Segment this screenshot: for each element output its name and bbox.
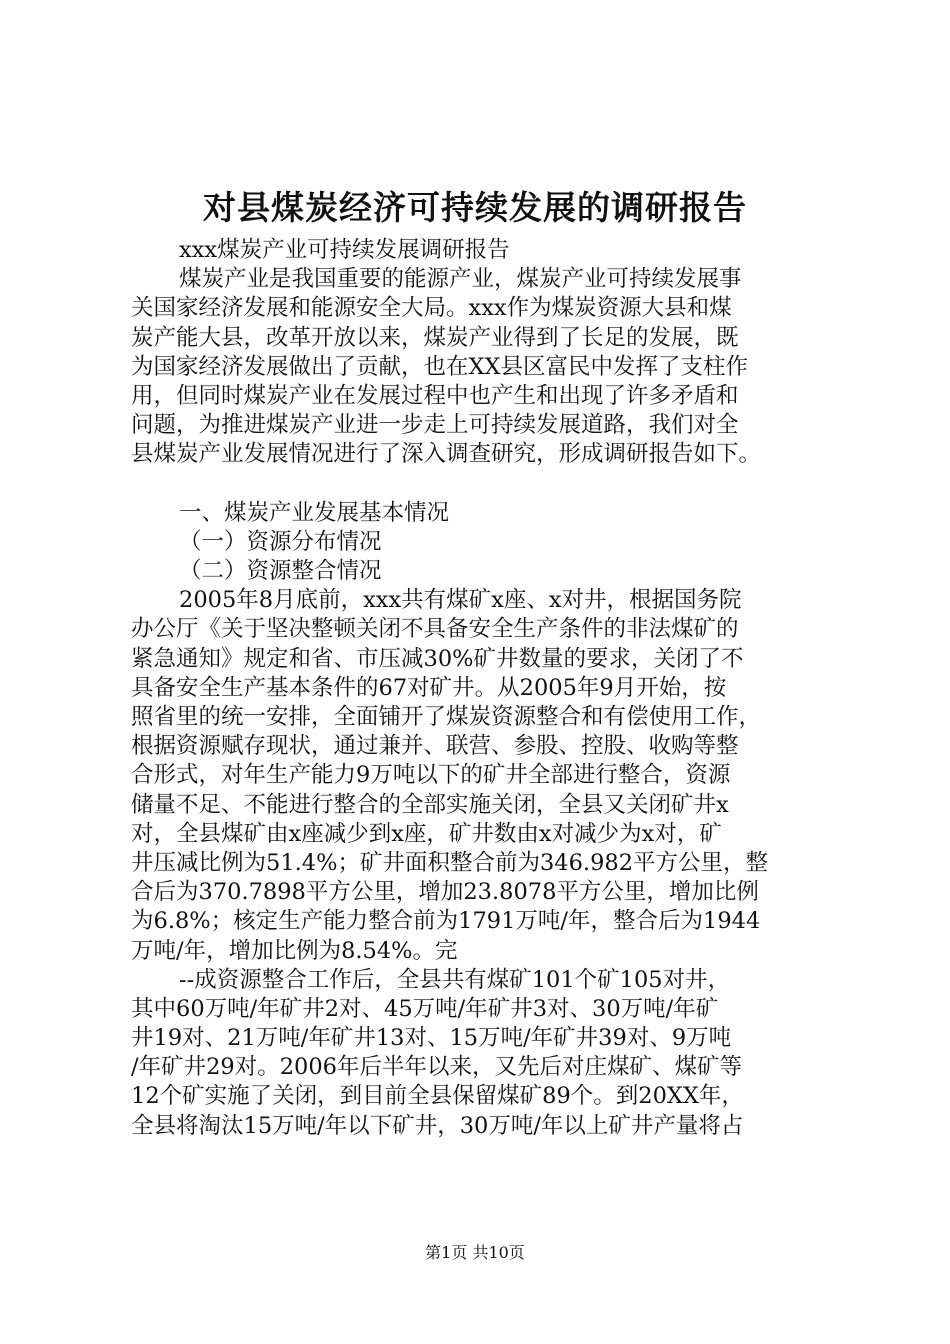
document-body (131, 236, 831, 1141)
text-line: 一、煤炭产业发展基本情况 (179, 499, 450, 526)
text-line: （二）资源整合情况 (179, 558, 382, 585)
text-line: 县煤炭产业发展情况进行了深入调查研究，形成调研报告如下。 (131, 441, 762, 468)
text-line: 井19对、21万吨/年矿井13对、15万吨/年矿井39对、9万吨 (131, 1025, 732, 1052)
text-line: 合形式，对年生产能力9万吨以下的矿井全部进行整合，资源 (131, 762, 731, 789)
text-line: 12个矿实施了关闭，到目前全县保留煤矿89个。到20XX年， (131, 1083, 744, 1110)
text-line: /年矿井29对。2006年后半年以来，又先后对庄煤矿、煤矿等 (131, 1054, 742, 1081)
text-line: 2005年8月底前，xxx共有煤矿x座、x对井，根据国务院 (179, 587, 742, 614)
text-line: 办公厅《关于坚决整顿关闭不具备安全生产条件的非法煤矿的 (131, 616, 739, 643)
text-line: --成资源整合工作后，全县共有煤矿101个矿105对井， (179, 966, 731, 993)
text-line: 炭产能大县，改革开放以来，煤炭产业得到了长足的发展，既 (131, 324, 739, 351)
text-line: 万吨/年，增加比例为8.54%。完 (131, 937, 458, 964)
text-line: 合后为370.7898平方公里，增加23.8078平方公里，增加比例 (131, 879, 759, 906)
text-line: xxx煤炭产业可持续发展调研报告 (179, 237, 510, 263)
text-line: 关国家经济发展和能源安全大局。xxx作为煤炭资源大县和煤 (131, 295, 732, 322)
text-line: 全县将淘汰15万吨/年以下矿井，30万吨/年以上矿井产量将占 (131, 1112, 744, 1139)
document-title: 对县煤炭经济可持续发展的调研报告 (203, 188, 747, 227)
text-line: 照省里的统一安排，全面铺开了煤炭资源整合和有偿使用工作， (131, 704, 762, 730)
text-line: 煤炭产业是我国重要的能源产业，煤炭产业可持续发展事 (179, 266, 742, 293)
text-line: 为6.8%；核定生产能力整合前为1791万吨/年，整合后为1944 (131, 908, 761, 935)
text-line: 具备安全生产基本条件的67对矿井。从2005年9月开始，按 (131, 674, 727, 701)
text-line: （一）资源分布情况 (179, 528, 382, 555)
blank-line (131, 470, 831, 499)
text-line: 紧急通知》规定和省、市压减30%矿井数量的要求，关闭了不 (131, 645, 744, 672)
text-line: 井压减比例为51.4%；矿井面积整合前为346.982平方公里，整 (131, 849, 769, 876)
page-footer: 第1页 共10页 (425, 1243, 525, 1262)
text-line: 用，但同时煤炭产业在发展过程中也产生和出现了许多矛盾和 (131, 382, 739, 409)
text-line: 为国家经济发展做出了贡献，也在XX县区富民中发挥了支柱作 (131, 353, 749, 380)
text-line: 对，全县煤矿由x座减少到x座，矿井数由x对减少为x对，矿 (131, 820, 722, 847)
text-line: 根据资源赋存现状，通过兼并、联营、参股、控股、收购等整 (131, 733, 739, 760)
text-line: 其中60万吨/年矿井2对、45万吨/年矿井3对、30万吨/年矿 (131, 995, 719, 1022)
text-line: 问题，为推进煤炭产业进一步走上可持续发展道路，我们对全 (131, 412, 739, 439)
text-line: 储量不足、不能进行整合的全部实施关闭，全县又关闭矿井x (131, 791, 729, 818)
